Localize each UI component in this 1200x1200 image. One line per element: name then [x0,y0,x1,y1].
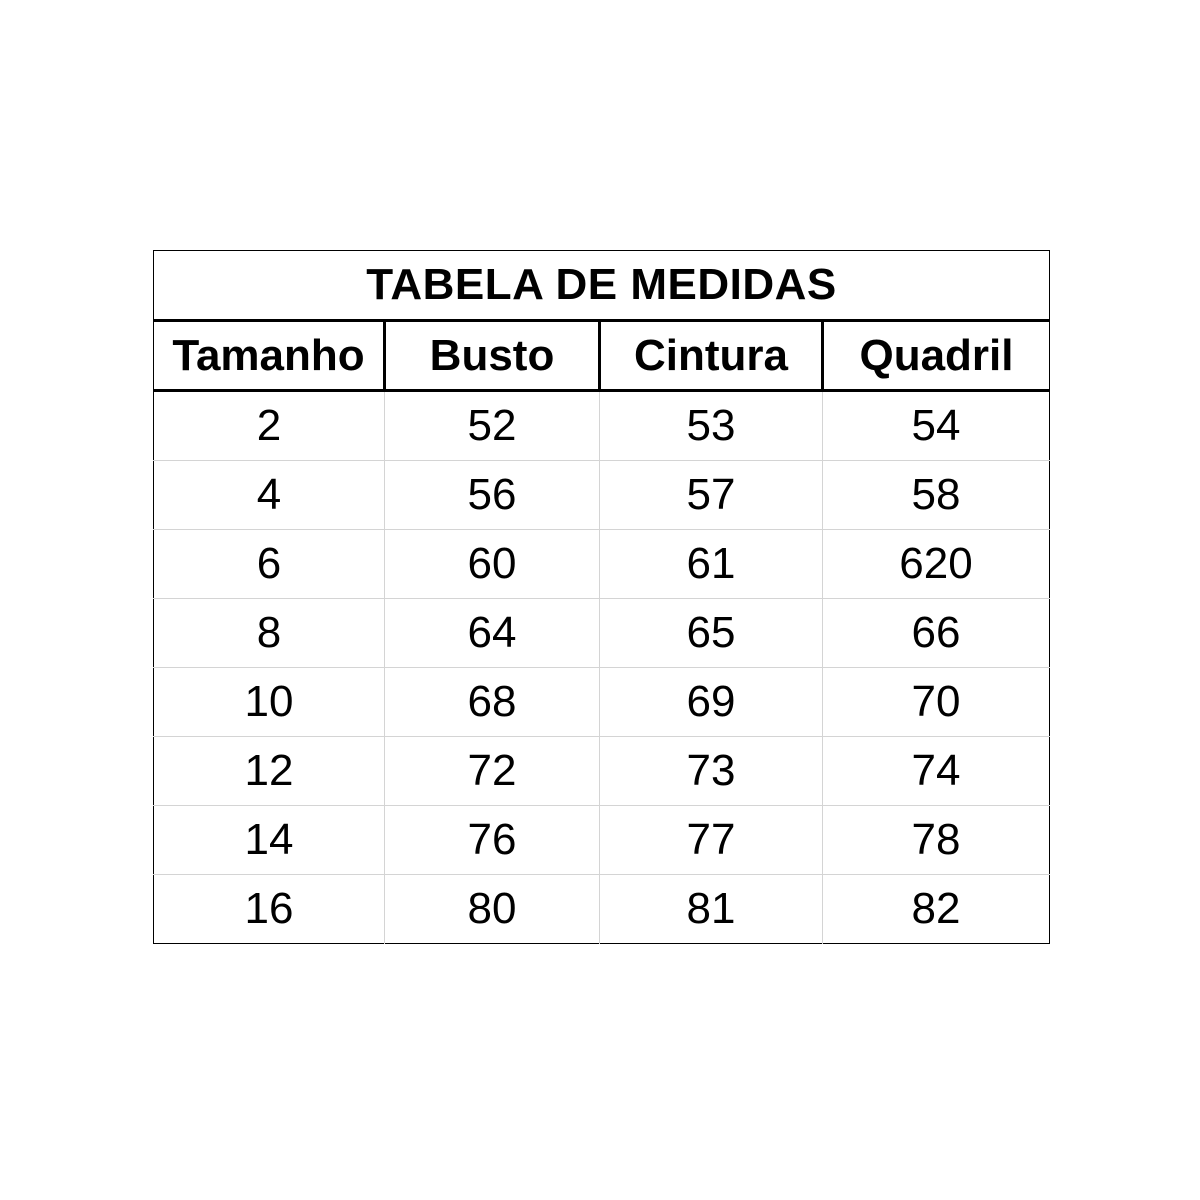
cell-quadril: 78 [823,806,1050,875]
column-header-cintura: Cintura [600,321,823,391]
cell-cintura: 69 [600,668,823,737]
table-row [154,530,1050,599]
table-row [154,461,1050,530]
table-row [154,668,1050,737]
column-header-busto: Busto [385,321,600,391]
header-row [154,321,1050,391]
table-row [154,391,1050,461]
table-row [154,806,1050,875]
table-row [154,875,1050,944]
cell-quadril: 54 [823,391,1050,461]
cell-quadril: 620 [823,530,1050,599]
cell-quadril: 74 [823,737,1050,806]
cell-tamanho: 2 [154,391,385,461]
cell-busto: 80 [385,875,600,944]
cell-busto: 72 [385,737,600,806]
title-row [154,251,1050,321]
cell-busto: 52 [385,391,600,461]
table-row [154,599,1050,668]
cell-quadril: 66 [823,599,1050,668]
cell-quadril: 58 [823,461,1050,530]
cell-tamanho: 4 [154,461,385,530]
cell-quadril: 70 [823,668,1050,737]
cell-tamanho: 6 [154,530,385,599]
cell-busto: 64 [385,599,600,668]
cell-cintura: 57 [600,461,823,530]
size-table [153,250,1050,944]
cell-tamanho: 14 [154,806,385,875]
cell-tamanho: 16 [154,875,385,944]
cell-busto: 56 [385,461,600,530]
cell-tamanho: 10 [154,668,385,737]
cell-cintura: 53 [600,391,823,461]
table-title: TABELA DE MEDIDAS [154,251,1050,321]
cell-tamanho: 12 [154,737,385,806]
cell-cintura: 77 [600,806,823,875]
cell-quadril: 82 [911,884,961,933]
cell-cintura: 81 [600,875,823,944]
table-row [154,737,1050,806]
cell-cintura: 73 [600,737,823,806]
cell-tamanho: 8 [154,599,385,668]
cell-busto: 68 [385,668,600,737]
cell-cintura: 65 [600,599,823,668]
cell-cintura: 61 [600,530,823,599]
cell-busto: 60 [385,530,600,599]
column-header-tamanho: Tamanho [154,321,385,391]
column-header-quadril: Quadril [823,321,1050,391]
cell-busto: 76 [385,806,600,875]
